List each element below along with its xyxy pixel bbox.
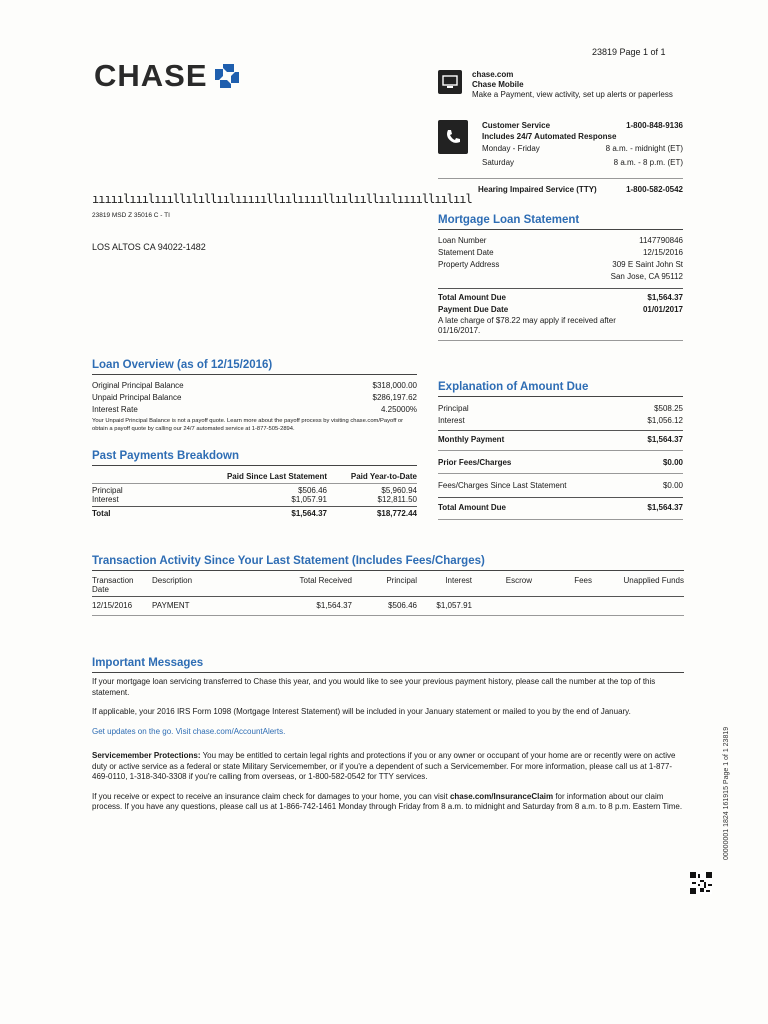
past-label: Interest — [92, 495, 119, 504]
table-row — [92, 597, 684, 610]
chase-logo — [94, 58, 240, 94]
exp-total-value: $1,564.37 — [647, 503, 683, 512]
since-fees-value: $0.00 — [662, 481, 683, 490]
service-phone: 1-800-848-9136 — [626, 121, 683, 130]
transaction-activity — [92, 555, 684, 616]
table-row-total — [92, 509, 417, 518]
account-alerts-link[interactable]: Get updates on the go. Visit chase.com/AccountAlerts. — [92, 726, 286, 736]
insurance-paragraph — [92, 792, 684, 813]
page-ref: 23819 Page 1 of 1 — [592, 47, 666, 57]
past-ytd: $5,960.94 — [381, 486, 417, 495]
divider — [438, 178, 683, 179]
phone-icon — [438, 120, 468, 154]
stmt-value: 309 E Saint John St — [612, 260, 683, 269]
past-title: Past Payments Breakdown — [92, 450, 417, 466]
past-header: Paid Since Last Statement — [226, 472, 327, 481]
hours-day: Saturday — [482, 157, 515, 167]
side-reference-text: 00000001 1824 161915 Page 1 of 1 23819 — [723, 726, 730, 860]
overview-label: Original Principal Balance — [92, 381, 184, 390]
web-contact — [438, 70, 683, 100]
exp-total-label: Total Amount Due — [438, 503, 506, 512]
loan-overview — [92, 359, 417, 433]
monthly-value: $1,564.37 — [647, 435, 683, 444]
service-title: Customer Service — [482, 121, 551, 130]
amount-due-explanation — [438, 381, 683, 520]
past-ytd: $12,811.50 — [377, 495, 417, 504]
prior-fees-value: $0.00 — [662, 458, 683, 467]
stmt-value: 1147790846 — [639, 236, 683, 245]
total-due-label: Total Amount Due — [438, 293, 506, 302]
insurance-text: for information about our claim process. If you have any questions, please call us at 1-866-742-1461 Monday through Friday from 8 a.m. to midnight and Saturday from 8 a.m. to 8 p.m. Eastern Time. — [92, 791, 683, 811]
exp-label: Principal — [438, 404, 469, 413]
divider — [438, 473, 683, 474]
divider — [438, 497, 683, 498]
tx-unapplied — [592, 597, 684, 610]
total-due-value: $1,564.37 — [647, 293, 683, 302]
address-city: LOS ALTOS CA 94022-1482 — [92, 242, 206, 252]
insurance-text: If you receive or expect to receive an insurance claim check for damages to your home, you can visit — [92, 791, 450, 801]
tx-header: Transaction Date — [92, 576, 134, 594]
divider — [438, 288, 683, 289]
hours-day: Monday - Friday — [482, 143, 540, 153]
web-desc: Make a Payment, view activity, set up alerts or paperless — [472, 90, 673, 99]
payoff-note: Your Unpaid Principal Balance is not a payoff quote. Learn more about the payoff process by visiting chase.com/Payoff or obtain a payoff quote by calling our 24/7 automated service at 1-877-505-2894. — [92, 418, 404, 432]
postal-barcode: ııııılııılıııllılıllıılıııııllıılııııllıılııllıılııııllıılııl — [92, 192, 472, 206]
since-fees-label: Fees/Charges Since Last Statement — [438, 481, 567, 490]
logo-text: CHASE — [94, 58, 208, 93]
divider — [438, 340, 683, 341]
overview-label: Interest Rate — [92, 405, 138, 414]
prior-fees-label: Prior Fees/Charges — [438, 458, 512, 467]
stmt-label: Loan Number — [438, 236, 487, 245]
tx-date: 12/15/2016 — [92, 601, 133, 610]
late-charge-note: A late charge of $78.22 may apply if received after 01/16/2017. — [438, 316, 616, 335]
tx-principal: $506.46 — [388, 601, 417, 610]
customer-service — [438, 120, 683, 169]
tx-header: Fees — [574, 576, 592, 585]
due-date-value: 01/01/2017 — [642, 305, 683, 314]
messages-title: Important Messages — [92, 657, 684, 673]
overview-label: Unpaid Principal Balance — [92, 393, 182, 402]
computer-icon — [438, 70, 462, 94]
past-total-label: Total — [92, 509, 111, 518]
message-paragraph: If your mortgage loan servicing transferred to Chase this year, and you would like to see your previous payment history, please call the number at the top of this statement. — [92, 677, 656, 697]
insurance-claim-link[interactable]: chase.com/InsuranceClaim — [449, 791, 554, 801]
tx-header: Principal — [386, 576, 417, 585]
property-address-line2: San Jose, CA 95112 — [610, 272, 683, 281]
tx-header: Interest — [445, 576, 472, 585]
address-code: 23819 MSD Z 35016 C - TI — [92, 212, 170, 219]
table-row — [92, 486, 417, 495]
exp-value: $1,056.12 — [647, 416, 683, 425]
past-since: $1,057.91 — [291, 495, 327, 504]
tx-fees — [532, 597, 592, 610]
tx-total: $1,564.37 — [316, 601, 352, 610]
tx-header: Unapplied Funds — [623, 576, 684, 585]
overview-value: $286,197.62 — [372, 393, 417, 402]
service-line2: Includes 24/7 Automated Response — [482, 132, 617, 141]
servicemember-text: You may be entitled to certain legal rights and protections if you or any owner or occupant of your home are or recently were on active duty or active service as a federal or state Military Servicemember, or if you're a dependent of such a Servicemember. For more information, please call us at 1-877-469-0110, 1-318-340-3308 if you're calling from overseas, or 1-800-582-0542 for TTY services. — [92, 751, 676, 781]
stmt-label: Statement Date — [438, 248, 494, 257]
table-row — [92, 495, 417, 504]
web-subtitle: Chase Mobile — [472, 80, 524, 89]
past-since: $506.46 — [298, 486, 327, 495]
overview-title: Loan Overview (as of 12/15/2016) — [92, 359, 417, 375]
servicemember-heading: Servicemember Protections: — [92, 751, 201, 760]
transactions-title: Transaction Activity Since Your Last Statement (Includes Fees/Charges) — [92, 555, 684, 571]
past-header: Paid Year-to-Date — [350, 472, 417, 481]
tx-header: Description — [152, 576, 193, 585]
statement-box — [438, 214, 683, 341]
past-total-since: $1,564.37 — [291, 509, 327, 518]
stmt-label: Property Address — [438, 260, 500, 269]
overview-value: 4.25000% — [380, 405, 417, 414]
tx-header: Escrow — [505, 576, 532, 585]
statement-title: Mortgage Loan Statement — [438, 214, 683, 230]
tty-phone: 1-800-582-0542 — [626, 185, 683, 194]
tx-desc: PAYMENT — [152, 601, 190, 610]
important-messages — [92, 657, 684, 822]
exp-value: $508.25 — [654, 404, 683, 413]
chase-octagon-icon — [214, 63, 240, 89]
divider — [438, 450, 683, 451]
tx-escrow — [472, 597, 532, 610]
tx-header: Total Received — [299, 576, 352, 585]
servicemember-paragraph — [92, 751, 684, 783]
past-payments — [92, 450, 417, 518]
divider — [438, 430, 683, 431]
overview-value: $318,000.00 — [372, 381, 417, 390]
tx-interest: $1,057.91 — [436, 601, 472, 610]
qr-code-icon — [690, 872, 712, 894]
stmt-value: 12/15/2016 — [642, 248, 683, 257]
past-total-ytd: $18,772.44 — [376, 509, 417, 518]
hours-time: 8 a.m. - midnight (ET) — [605, 143, 683, 153]
past-label: Principal — [92, 486, 123, 495]
explanation-title: Explanation of Amount Due — [438, 381, 683, 397]
tty-row — [478, 184, 683, 196]
due-date-label: Payment Due Date — [438, 305, 509, 314]
message-paragraph: If applicable, your 2016 IRS Form 1098 (Mortgage Interest Statement) will be included in your January statement or mailed to you by the end of January. — [92, 707, 631, 716]
hours-time: 8 a.m. - 8 p.m. (ET) — [613, 157, 683, 167]
exp-label: Interest — [438, 416, 465, 425]
tty-label: Hearing Impaired Service (TTY) — [478, 185, 597, 194]
divider — [438, 519, 683, 520]
monthly-label: Monthly Payment — [438, 435, 505, 444]
web-title: chase.com — [472, 70, 514, 79]
